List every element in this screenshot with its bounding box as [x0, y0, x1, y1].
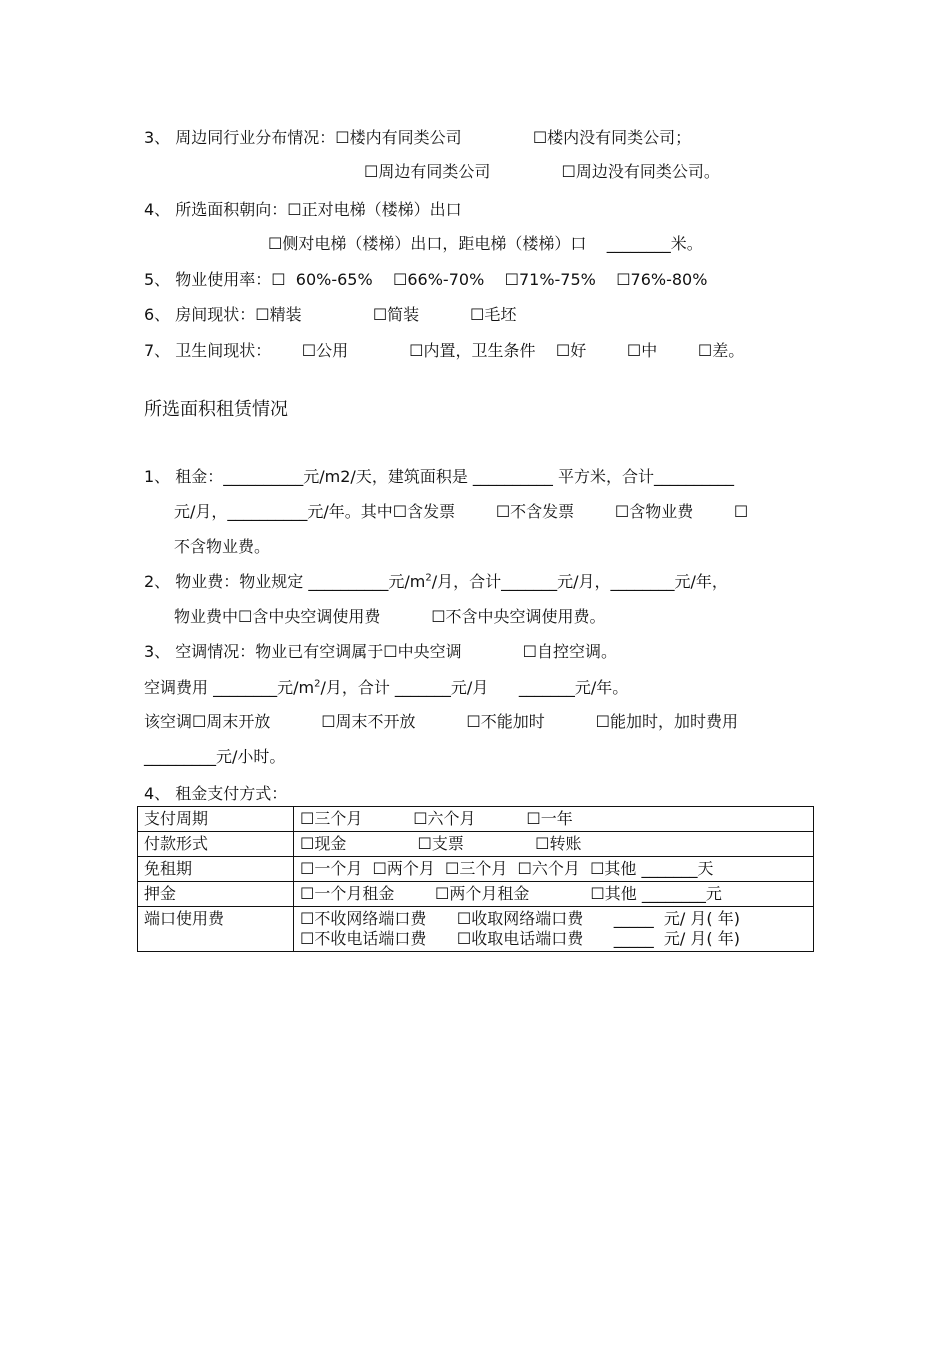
- table-row: [138, 882, 814, 907]
- port-fee-network: ☐不收网络端口费 ☐收取网络端口费 _____ 元/ 月( 年): [300, 909, 740, 928]
- property-fee-text-b: /月，合计_______元/月，________元/年，: [431, 572, 728, 591]
- q6-line: 6、 房间现状：☐精装 ☐简装 ☐毛坯: [144, 305, 517, 324]
- table-row: [138, 807, 814, 832]
- ac-fee-text-b: /月，合计 _______元/月 _______元/年。: [320, 678, 629, 697]
- property-fee-line1: [144, 572, 728, 592]
- table-row: [138, 832, 814, 857]
- property-fee-superscript: 2: [425, 572, 432, 584]
- q3-line2: ☐周边有同类公司 ☐周边没有同类公司。: [364, 162, 720, 181]
- port-fee-phone: ☐不收电话端口费 ☐收取电话端口费 _____ 元/ 月( 年): [300, 929, 740, 948]
- ac-line3: 该空调☐周末开放 ☐周末不开放 ☐不能加时 ☐能加时，加时费用: [144, 712, 738, 731]
- property-fee-text-a: 2、 物业费：物业规定 __________元/m: [144, 572, 426, 591]
- ac-line4: _________元/小时。: [144, 747, 286, 766]
- row-label-rent-free: 免租期: [138, 857, 294, 882]
- rent-line3: 不含物业费。: [174, 537, 271, 556]
- row-value-payment-cycle: ☐三个月 ☐六个月 ☐一年: [294, 807, 814, 832]
- q4-line2: ☐侧对电梯（楼梯）出口，距电梯（楼梯）口 ________米。: [268, 234, 703, 253]
- rent-line1: 1、 租金：__________元/m2/天，建筑面积是 __________ 平方米，合计__________: [144, 467, 734, 486]
- ac-line1: 3、 空调情况：物业已有空调属于☐中央空调 ☐自控空调。: [144, 642, 617, 661]
- row-value-rent-free: ☐一个月 ☐两个月 ☐三个月 ☐六个月 ☐其他 _______天: [294, 857, 814, 882]
- row-value-deposit: ☐一个月租金 ☐两个月租金 ☐其他 ________元: [294, 882, 814, 907]
- row-label-payment-form: 付款形式: [138, 832, 294, 857]
- row-value-port-fee: [294, 907, 814, 952]
- q4-line1: 4、 所选面积朝向：☐正对电梯（楼梯）出口: [144, 200, 462, 219]
- ac-fee-text-a: 空调费用 ________元/m: [144, 678, 315, 697]
- ac-fee-superscript: 2: [314, 678, 321, 690]
- section-title: 所选面积租赁情况: [144, 399, 288, 420]
- rent-line2: 元/月，__________元/年。其中☐含发票 ☐不含发票 ☐含物业费 ☐: [174, 502, 749, 521]
- payment-method-title: 4、 租金支付方式：: [144, 784, 288, 803]
- q5-line: 5、 物业使用率：☐ 60%-65% ☐66%-70% ☐71%-75% ☐76%-80%: [144, 270, 708, 289]
- ac-line2: [144, 678, 628, 698]
- row-label-deposit: 押金: [138, 882, 294, 907]
- row-value-payment-form: ☐现金 ☐支票 ☐转账: [294, 832, 814, 857]
- q7-line: 7、 卫生间现状： ☐公用 ☐内置，卫生条件 ☐好 ☐中 ☐差。: [144, 341, 745, 360]
- payment-table: [137, 806, 814, 952]
- q3-line1: 3、 周边同行业分布情况：☐楼内有同类公司 ☐楼内没有同类公司；: [144, 128, 692, 147]
- row-label-port-fee: 端口使用费: [138, 907, 294, 952]
- table-row: [138, 857, 814, 882]
- row-label-payment-cycle: 支付周期: [138, 807, 294, 832]
- table-row: [138, 907, 814, 952]
- property-fee-line2: 物业费中☐含中央空调使用费 ☐不含中央空调使用费。: [174, 607, 606, 626]
